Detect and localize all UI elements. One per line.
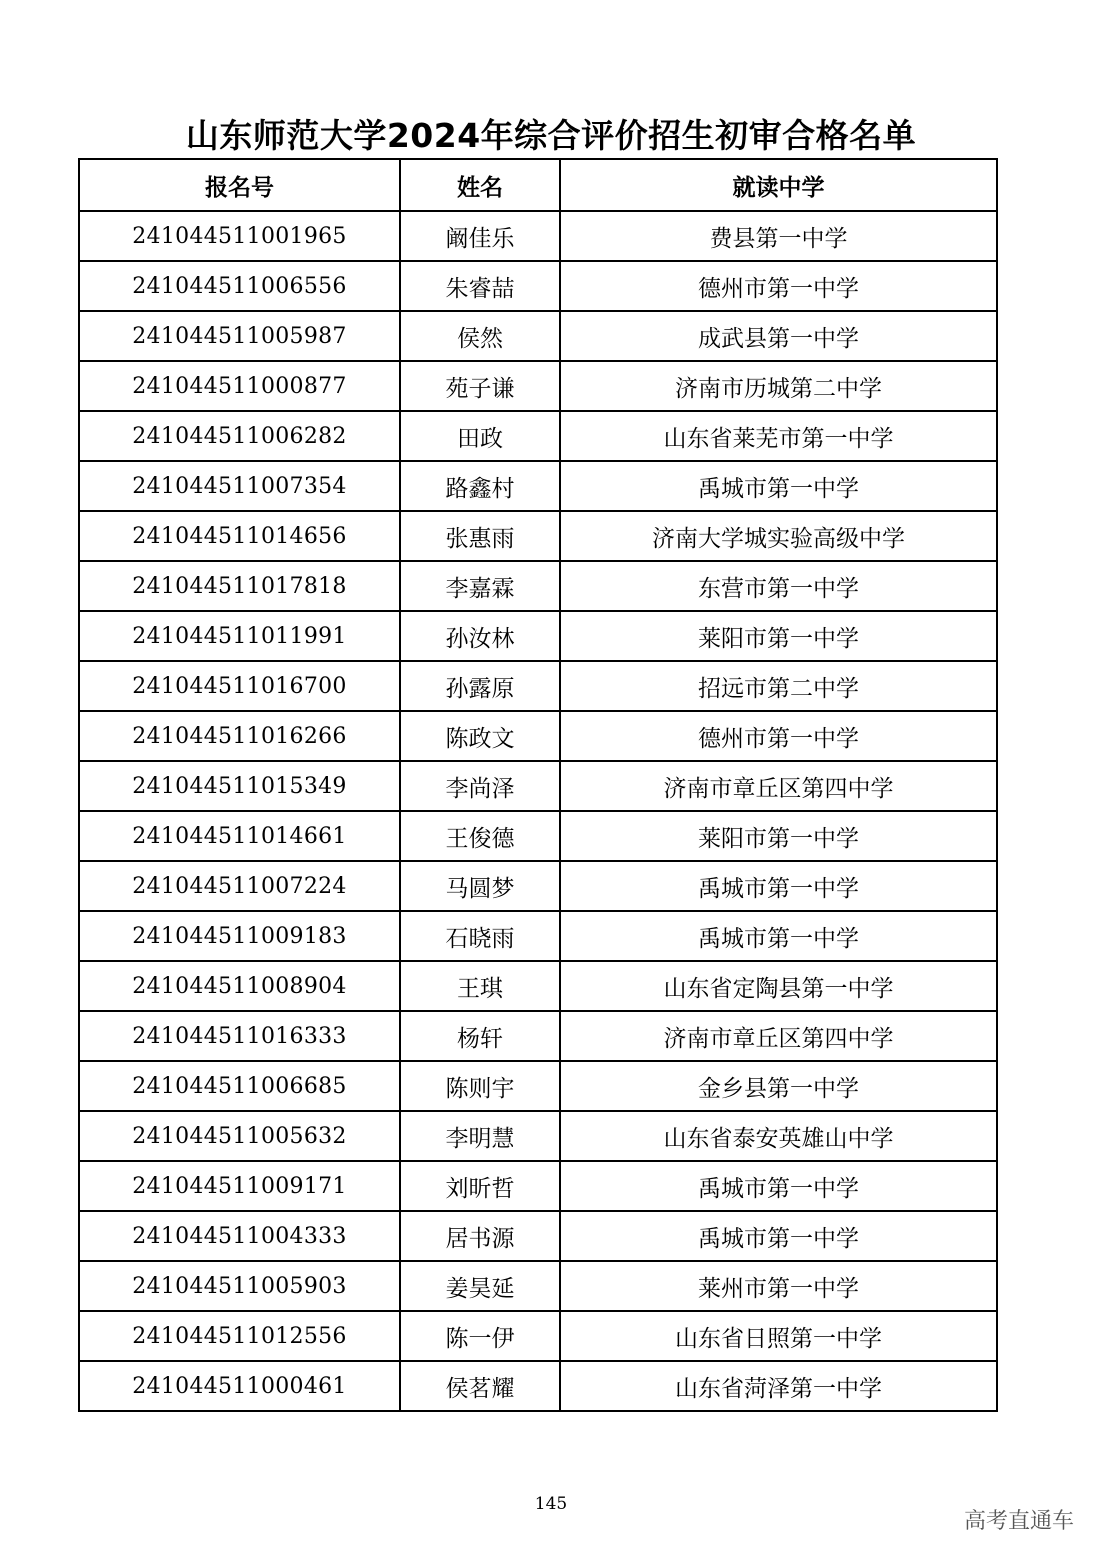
header-school: 就读中学 [560, 159, 997, 211]
cell-name: 李嘉霖 [400, 561, 560, 611]
cell-registration-number: 241044511001965 [79, 211, 400, 261]
cell-name: 陈政文 [400, 711, 560, 761]
cell-school: 东营市第一中学 [560, 561, 997, 611]
cell-school: 山东省定陶县第一中学 [560, 961, 997, 1011]
table-row [79, 1361, 997, 1411]
table-body [79, 211, 997, 1411]
cell-school: 禹城市第一中学 [560, 461, 997, 511]
cell-registration-number: 241044511000461 [79, 1361, 400, 1411]
cell-name: 孙汝林 [400, 611, 560, 661]
cell-registration-number: 241044511008904 [79, 961, 400, 1011]
cell-registration-number: 241044511011991 [79, 611, 400, 661]
cell-school: 禹城市第一中学 [560, 861, 997, 911]
table-row [79, 811, 997, 861]
cell-registration-number: 241044511012556 [79, 1311, 400, 1361]
cell-registration-number: 241044511000877 [79, 361, 400, 411]
cell-name: 李尚泽 [400, 761, 560, 811]
table-row [79, 1211, 997, 1261]
cell-school: 莱州市第一中学 [560, 1261, 997, 1311]
cell-registration-number: 241044511007224 [79, 861, 400, 911]
watermark: 高考直通车 [963, 1509, 1074, 1534]
cell-registration-number: 241044511009183 [79, 911, 400, 961]
cell-registration-number: 241044511014656 [79, 511, 400, 561]
table-row [79, 761, 997, 811]
cell-name: 杨轩 [400, 1011, 560, 1061]
cell-school: 济南大学城实验高级中学 [560, 511, 997, 561]
cell-registration-number: 241044511005987 [79, 311, 400, 361]
table-row [79, 1111, 997, 1161]
cell-school: 山东省泰安英雄山中学 [560, 1111, 997, 1161]
table-row [79, 711, 997, 761]
cell-name: 田政 [400, 411, 560, 461]
cell-name: 张惠雨 [400, 511, 560, 561]
cell-name: 孙露原 [400, 661, 560, 711]
cell-name: 苑子谦 [400, 361, 560, 411]
cell-school: 济南市历城第二中学 [560, 361, 997, 411]
cell-registration-number: 241044511006685 [79, 1061, 400, 1111]
cell-school: 禹城市第一中学 [560, 911, 997, 961]
table-row [79, 561, 997, 611]
table-row [79, 211, 997, 261]
header-name: 姓名 [400, 159, 560, 211]
cell-registration-number: 241044511017818 [79, 561, 400, 611]
cell-name: 路鑫村 [400, 461, 560, 511]
cell-school: 莱阳市第一中学 [560, 811, 997, 861]
cell-name: 石晓雨 [400, 911, 560, 961]
cell-school: 德州市第一中学 [560, 261, 997, 311]
table-row [79, 361, 997, 411]
cell-name: 侯然 [400, 311, 560, 361]
page-title: 山东师范大学2024年综合评价招生初审合格名单 [185, 116, 917, 155]
cell-registration-number: 241044511004333 [79, 1211, 400, 1261]
table-row [79, 1261, 997, 1311]
table-row [79, 511, 997, 561]
admission-list-table [78, 158, 998, 1412]
cell-name: 居书源 [400, 1211, 560, 1261]
cell-registration-number: 241044511015349 [79, 761, 400, 811]
table-row [79, 461, 997, 511]
cell-name: 朱睿喆 [400, 261, 560, 311]
cell-school: 济南市章丘区第四中学 [560, 761, 997, 811]
cell-school: 山东省菏泽第一中学 [560, 1361, 997, 1411]
cell-school: 金乡县第一中学 [560, 1061, 997, 1111]
table-row [79, 661, 997, 711]
cell-school: 成武县第一中学 [560, 311, 997, 361]
table-row [79, 261, 997, 311]
cell-school: 莱阳市第一中学 [560, 611, 997, 661]
cell-name: 姜昊延 [400, 1261, 560, 1311]
table-row [79, 961, 997, 1011]
cell-name: 陈一伊 [400, 1311, 560, 1361]
cell-registration-number: 241044511007354 [79, 461, 400, 511]
cell-school: 山东省莱芜市第一中学 [560, 411, 997, 461]
table-row [79, 611, 997, 661]
cell-registration-number: 241044511005632 [79, 1111, 400, 1161]
cell-registration-number: 241044511006282 [79, 411, 400, 461]
cell-school: 山东省日照第一中学 [560, 1311, 997, 1361]
cell-name: 马圆梦 [400, 861, 560, 911]
cell-school: 禹城市第一中学 [560, 1211, 997, 1261]
cell-registration-number: 241044511016266 [79, 711, 400, 761]
cell-registration-number: 241044511016700 [79, 661, 400, 711]
cell-name: 王琪 [400, 961, 560, 1011]
cell-school: 德州市第一中学 [560, 711, 997, 761]
cell-school: 费县第一中学 [560, 211, 997, 261]
cell-name: 侯茗耀 [400, 1361, 560, 1411]
table-row [79, 1311, 997, 1361]
table-row [79, 911, 997, 961]
cell-school: 禹城市第一中学 [560, 1161, 997, 1211]
cell-school: 济南市章丘区第四中学 [560, 1011, 997, 1061]
cell-name: 王俊德 [400, 811, 560, 861]
cell-name: 陈则宇 [400, 1061, 560, 1111]
cell-registration-number: 241044511005903 [79, 1261, 400, 1311]
cell-registration-number: 241044511009171 [79, 1161, 400, 1211]
table-row [79, 861, 997, 911]
table-row [79, 1161, 997, 1211]
table-header-row [79, 159, 997, 211]
cell-name: 阚佳乐 [400, 211, 560, 261]
table-row [79, 311, 997, 361]
table-row [79, 1061, 997, 1111]
header-registration-number: 报名号 [79, 159, 400, 211]
cell-name: 李明慧 [400, 1111, 560, 1161]
cell-name: 刘昕哲 [400, 1161, 560, 1211]
cell-registration-number: 241044511014661 [79, 811, 400, 861]
cell-school: 招远市第二中学 [560, 661, 997, 711]
table-row [79, 411, 997, 461]
table-row [79, 1011, 997, 1061]
cell-registration-number: 241044511016333 [79, 1011, 400, 1061]
page-number: 145 [534, 1494, 568, 1514]
cell-registration-number: 241044511006556 [79, 261, 400, 311]
